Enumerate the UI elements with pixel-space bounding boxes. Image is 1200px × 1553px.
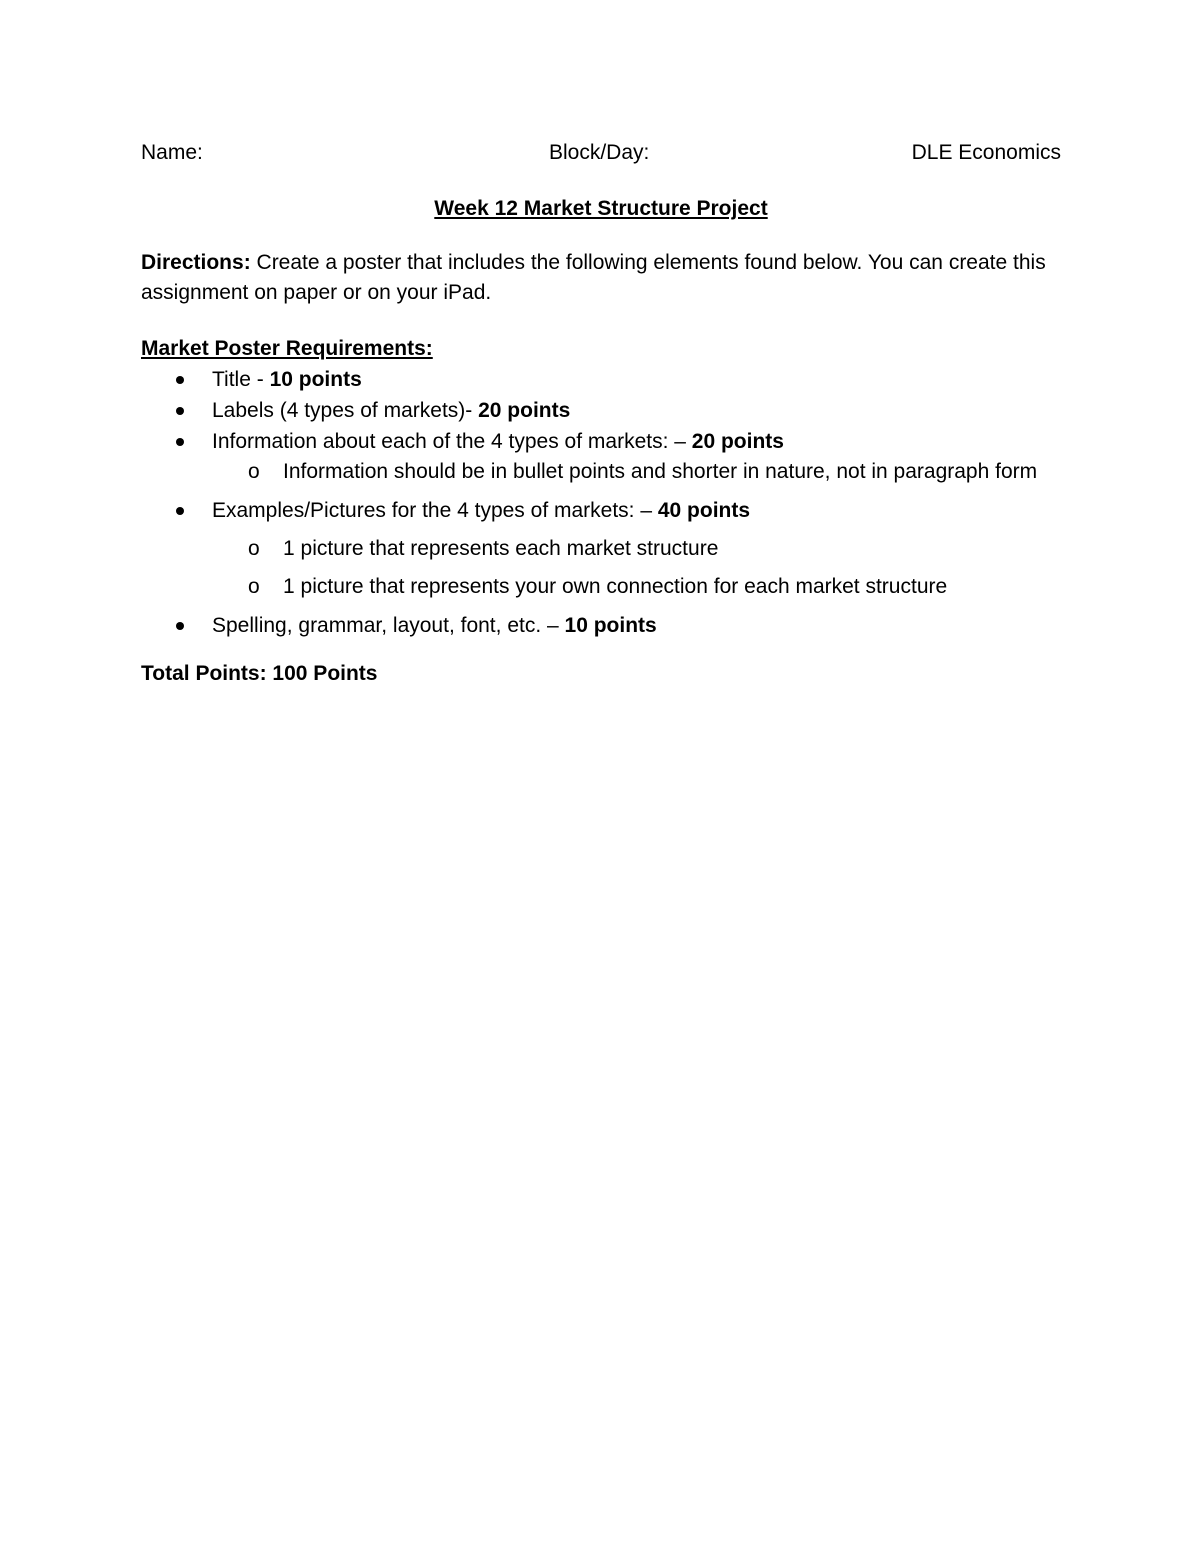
sub-list: [212, 534, 1061, 602]
circle-bullet-icon: o: [248, 537, 260, 560]
requirement-item: [141, 495, 1061, 602]
requirement-points: 10 points: [564, 614, 657, 637]
requirement-text: Labels (4 types of markets)-: [212, 399, 479, 422]
requirement-text: Spelling, grammar, layout, font, etc. –: [212, 614, 565, 637]
requirement-points: 20 points: [478, 399, 571, 422]
bullet-icon: [176, 622, 184, 630]
document-title: Week 12 Market Structure Project: [434, 197, 768, 220]
name-label: Name:: [141, 141, 203, 164]
requirement-item: [141, 395, 1061, 426]
circle-bullet-icon: o: [248, 460, 260, 483]
bullet-icon: [176, 438, 184, 446]
circle-bullet-icon: o: [248, 575, 260, 598]
requirements-heading: Market Poster Requirements:: [141, 337, 433, 360]
requirement-text: Title -: [212, 368, 270, 391]
bullet-icon: [176, 507, 184, 515]
sub-item: [212, 572, 1061, 602]
requirement-text: Information about each of the 4 types of markets: –: [212, 430, 692, 453]
requirement-item: [141, 610, 1061, 641]
directions-text: Create a poster that includes the following elements found below. You can create this assignment on paper or on your iPad.: [141, 251, 1046, 304]
sub-item-text: 1 picture that represents your own connection for each market structure: [283, 575, 948, 598]
sub-item: [212, 457, 1061, 487]
sub-list: [212, 457, 1061, 487]
requirement-points: 10 points: [269, 368, 362, 391]
bullet-icon: [176, 407, 184, 415]
bullet-icon: [176, 376, 184, 384]
block-day-label: Block/Day:: [549, 141, 650, 164]
total-points: Total Points: 100 Points: [141, 662, 378, 685]
header-row: [141, 138, 1061, 172]
document-page: [141, 138, 1061, 689]
sub-item-text: 1 picture that represents each market structure: [283, 537, 719, 560]
requirement-item: [141, 364, 1061, 395]
directions-paragraph: [141, 248, 1061, 308]
course-name: DLE Economics: [911, 141, 1061, 164]
requirements-list: [141, 364, 1061, 641]
requirement-text: Examples/Pictures for the 4 types of markets: –: [212, 499, 658, 522]
requirement-points: 20 points: [691, 430, 784, 453]
directions-label: Directions:: [141, 251, 251, 274]
sub-item: [212, 534, 1061, 564]
requirement-item: [141, 426, 1061, 487]
requirement-points: 40 points: [657, 499, 751, 522]
sub-item-text: Information should be in bullet points and shorter in nature, not in paragraph form: [283, 460, 1038, 483]
